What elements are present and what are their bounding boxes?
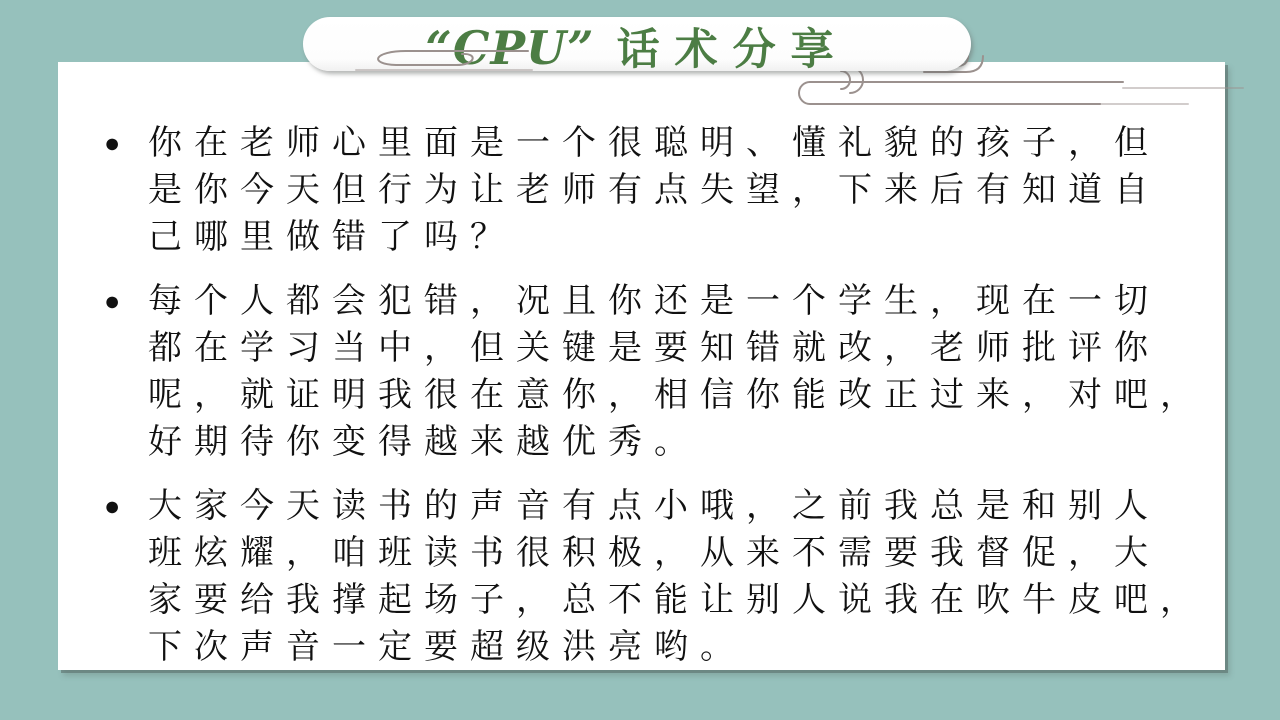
- slide-title: [425, 16, 848, 77]
- bullet-text: [148, 483, 1206, 671]
- bullet-item: [104, 483, 1205, 671]
- bullet-line: 家要给我撑起场子，总不能让别人说我在吹牛皮吧，: [148, 582, 1206, 619]
- bullet-line: 是你今天但行为让老师有点失望，下来后有知道自: [148, 172, 1160, 209]
- bullet-marker: ●: [104, 286, 121, 316]
- bullet-item: [104, 278, 1205, 466]
- bullet-marker: ●: [104, 491, 121, 521]
- bullet-text: [148, 278, 1206, 466]
- bullet-item: [104, 120, 1205, 261]
- title-chinese: 话术分享: [616, 26, 849, 74]
- bullet-line: 好期待你变得越来越优秀。: [148, 424, 700, 461]
- bullet-line: 己哪里做错了吗？: [148, 219, 516, 256]
- bullet-line: 班炫耀，咱班读书很积极，从来不需要我督促，大: [148, 535, 1160, 572]
- bullet-line: 你在老师心里面是一个很聪明、懂礼貌的孩子，但: [148, 125, 1160, 162]
- bullet-line: 呢，就证明我很在意你，相信你能改正过来，对吧，: [148, 377, 1206, 414]
- bullet-line: 都在学习当中，但关键是要知错就改，老师批评你: [148, 330, 1160, 367]
- bullet-line: 每个人都会犯错，况且你还是一个学生，现在一切: [148, 283, 1160, 320]
- bullet-list: [104, 120, 1205, 671]
- title-banner: [303, 17, 971, 75]
- bullet-marker: ●: [104, 128, 121, 158]
- bullet-text: [148, 120, 1205, 261]
- bullet-line: 下次声音一定要超级洪亮哟。: [148, 629, 746, 666]
- slide-body: [58, 62, 1225, 670]
- bullet-line: 大家今天读书的声音有点小哦，之前我总是和别人: [148, 488, 1160, 525]
- title-english: “CPU”: [425, 20, 595, 75]
